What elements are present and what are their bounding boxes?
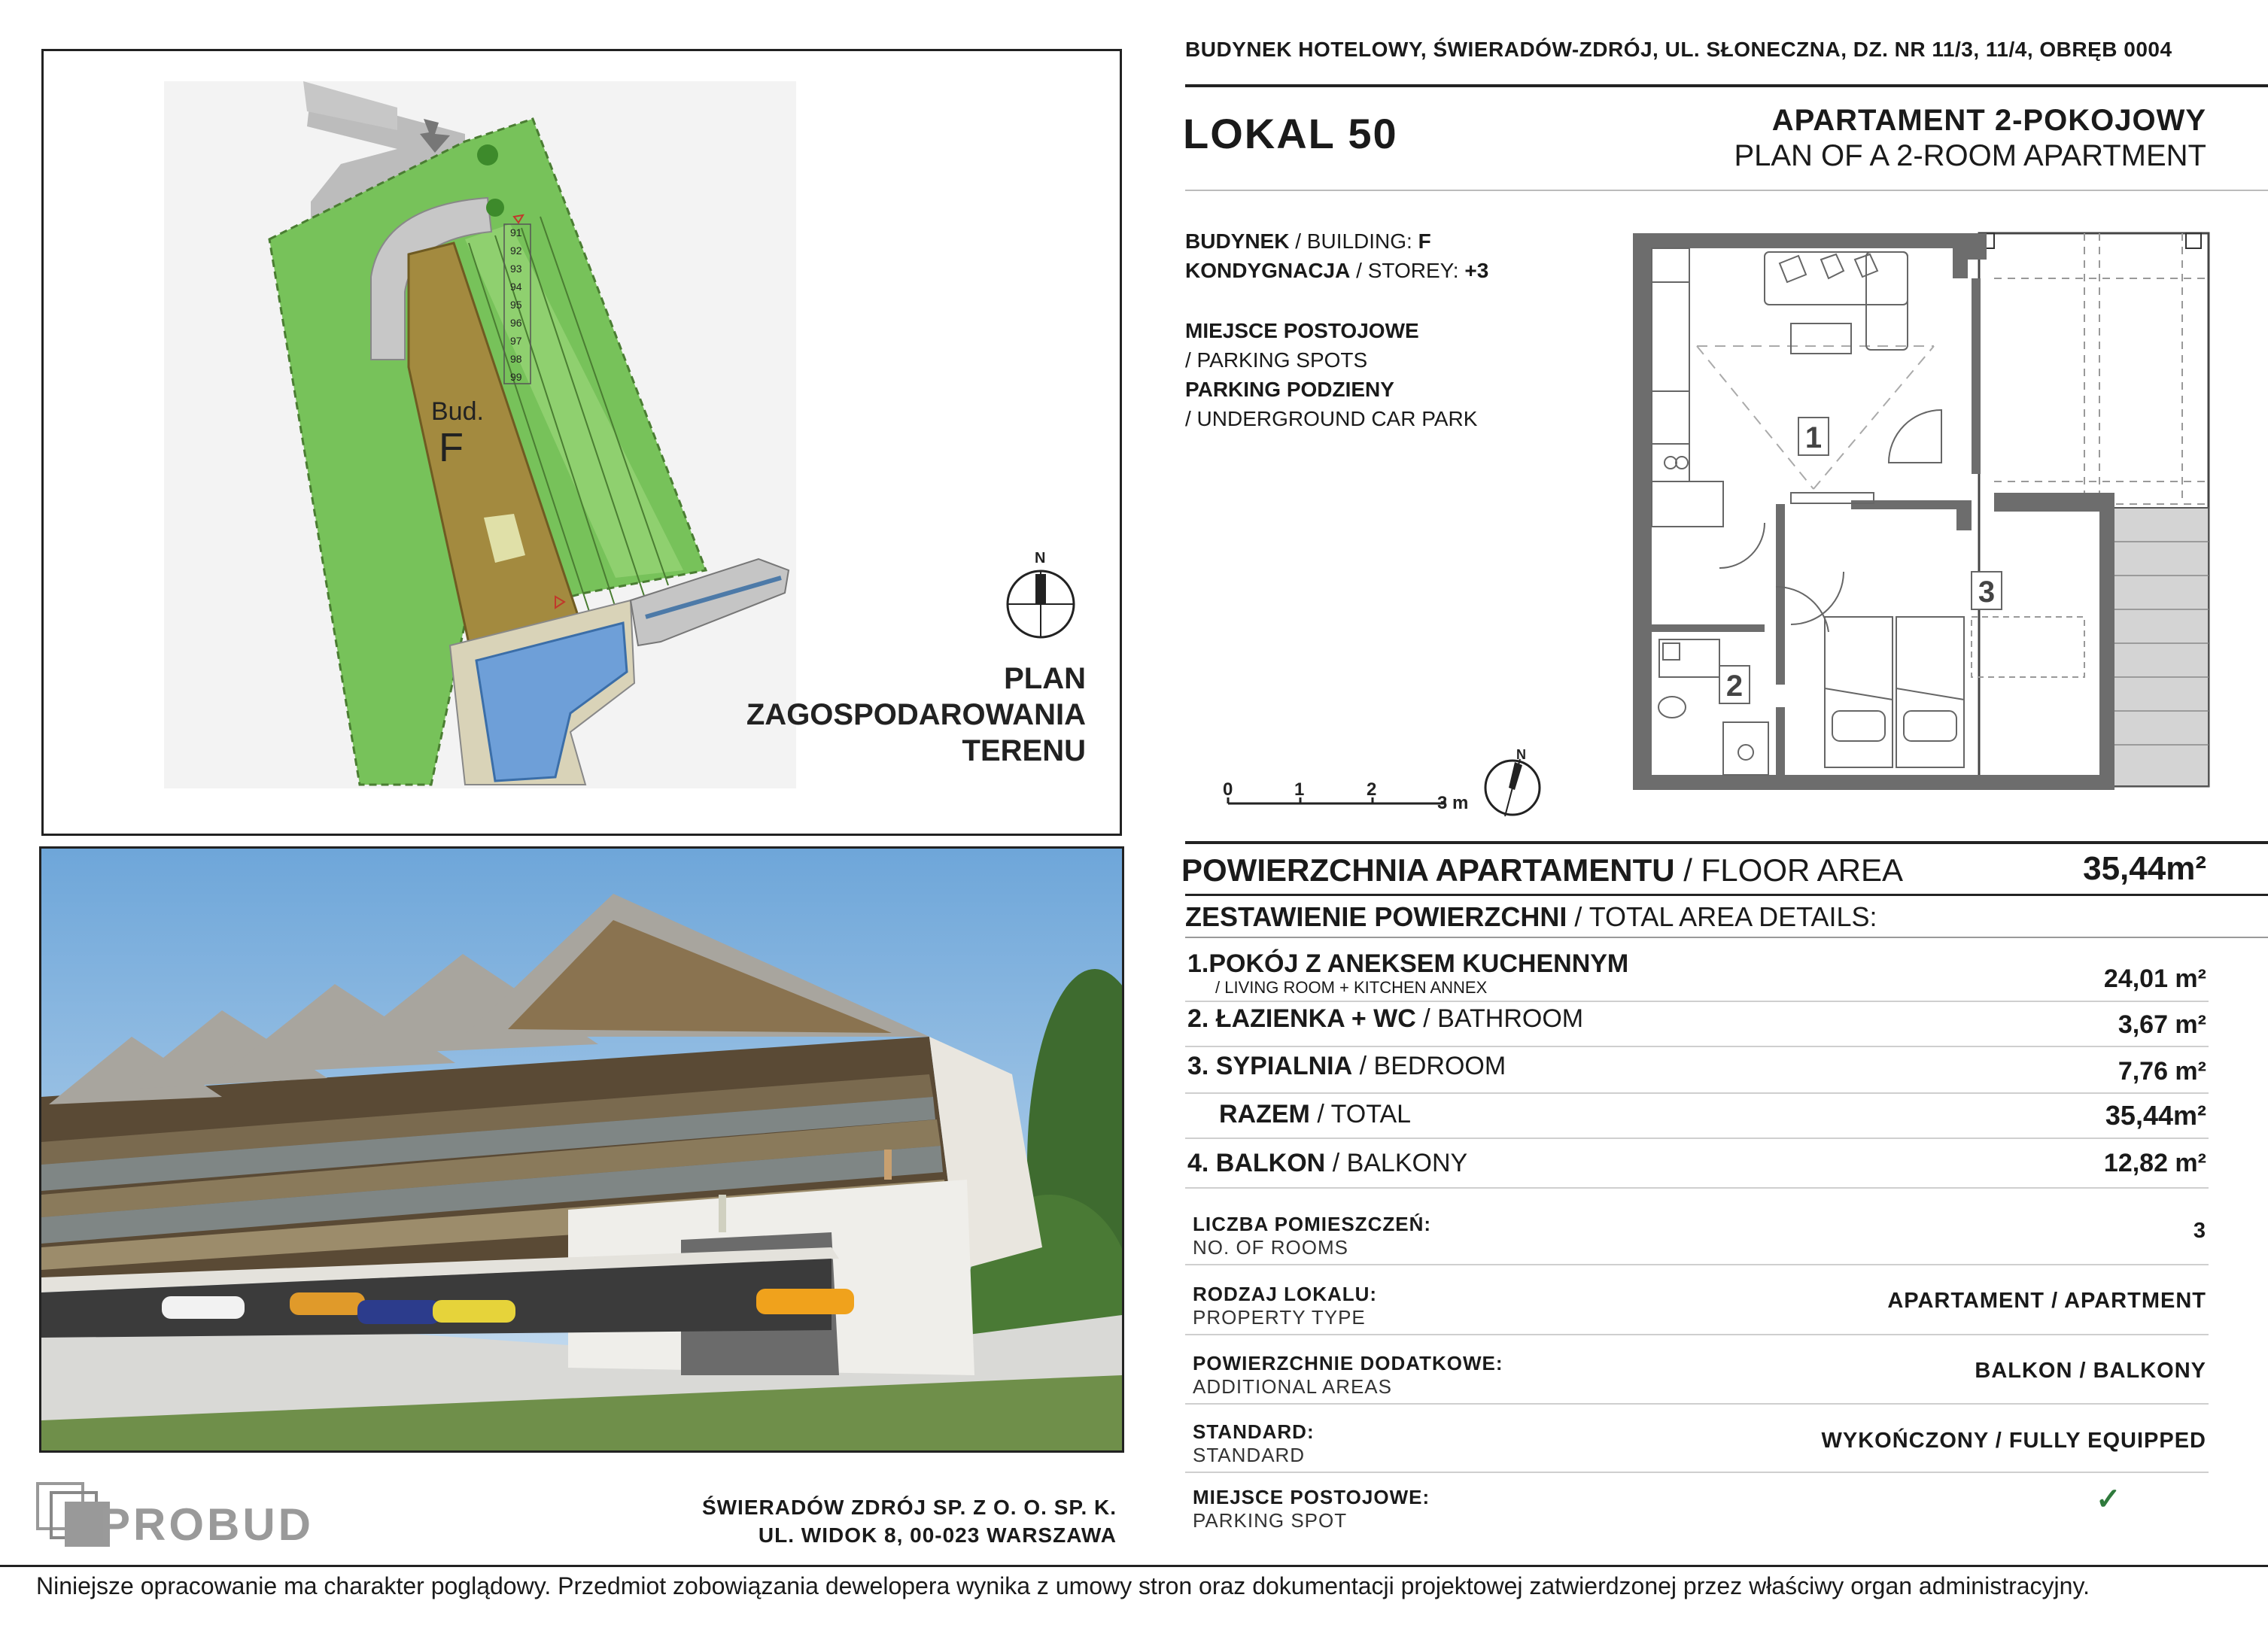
area-total (1219, 1100, 1411, 1129)
info-additional-value: BALKON / BALKONY (1975, 1359, 2206, 1383)
info-parking-sub: PARKING SPOT (1193, 1509, 1348, 1532)
area-total-en: / TOTAL (1317, 1100, 1412, 1128)
scale-tick-0: 0 (1223, 779, 1233, 800)
area-details-heading (1185, 901, 1877, 933)
parking-number: 92 (510, 245, 522, 257)
info-rooms-key: LICZBA POMIESZCZEŃ: (1193, 1213, 1432, 1235)
info-rooms-sub: NO. OF ROOMS (1193, 1236, 1348, 1259)
storey-label-en: / STOREY: (1356, 259, 1459, 282)
building-label-en: / BUILDING: (1295, 229, 1412, 253)
area-row-1-en: / LIVING ROOM + KITCHEN ANNEX (1215, 978, 1488, 997)
underground-label-pl: PARKING PODZIENY (1185, 378, 1394, 401)
storey-value: +3 (1464, 259, 1489, 282)
site-plan-title-1: PLAN (1004, 662, 1086, 695)
area-heading-pl: ZESTAWIENIE POWIERZCHNI (1185, 901, 1567, 932)
area-row-3-en: / BEDROOM (1359, 1052, 1506, 1080)
room-number-2: 2 (1725, 670, 1744, 703)
area-row-1-pl: 1.POKÓJ Z ANEKSEM KUCHENNYM (1187, 949, 1629, 978)
room-number-1: 1 (1804, 421, 1823, 454)
site-north-label: N (1035, 550, 1046, 566)
area-balcony (1187, 1149, 1467, 1178)
parking-number: 98 (510, 353, 522, 365)
building-label-pl: BUDYNEK (1185, 229, 1290, 253)
parking-number: 97 (510, 335, 522, 347)
site-plan-drawing (44, 51, 1120, 834)
floor-area-value: 35,44m² (2083, 850, 2206, 887)
floor-area-label-pl: POWIERZCHNIA APARTAMENTU (1181, 852, 1675, 888)
storey-detail (1185, 259, 1488, 283)
scale-tick-1: 1 (1294, 779, 1305, 800)
site-plan-panel (41, 49, 1122, 836)
floor-area-label-en: / FLOOR AREA (1683, 852, 1904, 888)
info-additional-key: POWIERZCHNIE DODATKOWE: (1193, 1352, 1503, 1374)
logo-text: PROBUD (100, 1499, 315, 1550)
area-row-2-value: 3,67 m² (2118, 1010, 2206, 1039)
area-balcony-en: / BALKONY (1332, 1149, 1468, 1177)
parking-number: 95 (510, 299, 522, 311)
info-additional-sub: ADDITIONAL AREAS (1193, 1375, 1392, 1398)
parking-label-en: / PARKING SPOTS (1185, 348, 1368, 372)
area-row-2-en: / BATHROOM (1423, 1004, 1584, 1033)
floorplan-north-compass (1479, 749, 1546, 824)
area-row-3 (1187, 1052, 1506, 1081)
scale-tick-2: 2 (1367, 779, 1377, 800)
info-standard-value: WYKOŃCZONY / FULLY EQUIPPED (1821, 1429, 2206, 1453)
area-row-3-pl: 3. SYPIALNIA (1187, 1052, 1353, 1080)
floorplan-north-label: N (1516, 749, 1526, 762)
site-building-letter: F (439, 425, 464, 470)
room-number-3: 3 (1978, 576, 1996, 609)
company-name: ŚWIERADÓW ZDRÓJ SP. Z O. O. SP. K. (701, 1496, 1117, 1519)
parking-number: 96 (510, 317, 522, 329)
info-standard-key: STANDARD: (1193, 1420, 1315, 1443)
area-balcony-value: 12,82 m² (2103, 1149, 2206, 1177)
area-total-pl: RAZEM (1219, 1100, 1310, 1128)
company-address: UL. WIDOK 8, 00-023 WARSZAWA (758, 1523, 1117, 1547)
site-plan-title-3: TERENU (962, 734, 1086, 767)
area-row-1-value: 24,01 m² (2103, 964, 2206, 993)
building-render (39, 846, 1124, 1453)
area-row-3-value: 7,76 m² (2118, 1057, 2206, 1086)
site-building-label: Bud. (431, 397, 484, 426)
info-rooms-value: 3 (2193, 1219, 2206, 1243)
parking-number: 91 (510, 226, 522, 238)
info-standard-sub: STANDARD (1193, 1444, 1306, 1466)
area-balcony-pl: 4. BALKON (1187, 1149, 1326, 1177)
area-row-2-pl: 2. ŁAZIENKA + WC (1187, 1004, 1416, 1033)
building-value: F (1418, 229, 1431, 253)
building-detail (1185, 229, 1431, 254)
disclaimer: Niniejsze opracowanie ma charakter poglądowy. Przedmiot zobowiązania dewelopera wynika z umowy stron oraz dokumentacji projektowej zatwierdzonej przez właściwy organ administracyjny. (36, 1572, 2090, 1599)
floor-plan (1618, 226, 2220, 797)
site-plan-title-2: ZAGOSPODAROWANIA (746, 698, 1086, 731)
unit-title: LOKAL 50 (1183, 110, 1398, 157)
info-type-key: RODZAJ LOKALU: (1193, 1283, 1378, 1305)
info-parking-checkmark-icon: ✓ (2096, 1483, 2122, 1516)
info-type-sub: PROPERTY TYPE (1193, 1306, 1366, 1329)
storey-label-pl: KONDYGNACJA (1185, 259, 1351, 282)
info-type-value: APARTAMENT / APARTMENT (1887, 1289, 2206, 1313)
parking-number: 94 (510, 281, 522, 293)
parking-number: 99 (510, 371, 522, 383)
scale-bar (1219, 779, 1490, 824)
apartment-type-pl: APARTAMENT 2-POKOJOWY (1771, 104, 2206, 137)
area-row-2 (1187, 1004, 1583, 1034)
underground-label-en: / UNDERGROUND CAR PARK (1185, 407, 1478, 430)
site-north-compass (1008, 550, 1074, 637)
apartment-type-en: PLAN OF A 2-ROOM APARTMENT (1734, 139, 2206, 172)
parking-number: 93 (510, 263, 522, 275)
info-parking-key: MIEJSCE POSTOJOWE: (1193, 1486, 1430, 1508)
area-total-value: 35,44m² (2105, 1100, 2206, 1131)
probud-logo (36, 1482, 427, 1550)
scale-tick-3: 3 m (1437, 793, 1469, 813)
address-header: BUDYNEK HOTELOWY, ŚWIERADÓW-ZDRÓJ, UL. SŁONECZNA, DZ. NR 11/3, 11/4, OBRĘB 0004 (1185, 38, 2172, 61)
area-heading-en: / TOTAL AREA DETAILS: (1574, 901, 1877, 932)
floor-area-label (1181, 852, 1903, 888)
parking-label-pl: MIEJSCE POSTOJOWE (1185, 319, 1419, 342)
